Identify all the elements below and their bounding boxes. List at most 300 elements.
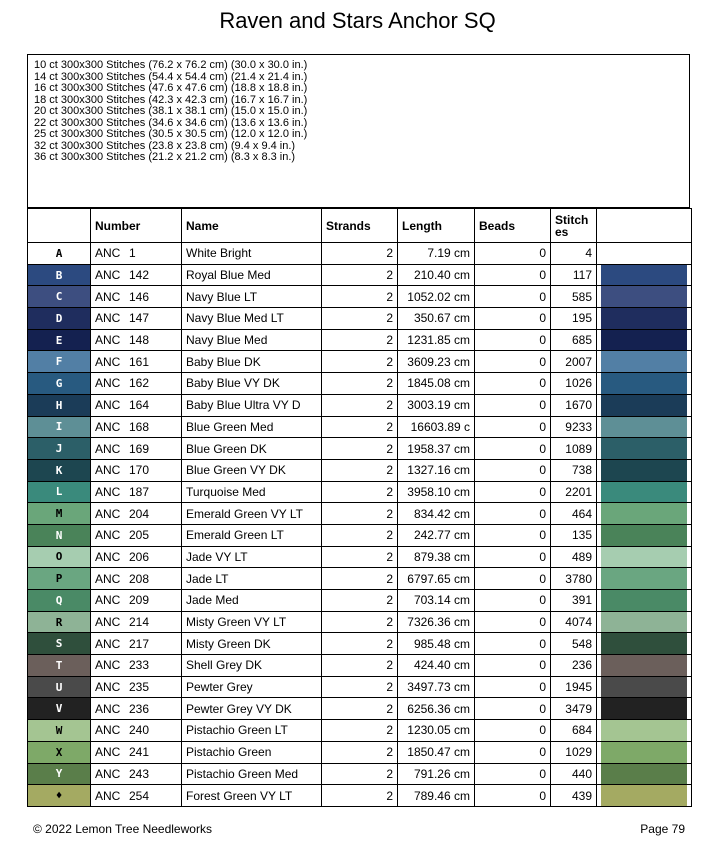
floss-number: 243	[129, 766, 150, 781]
name-cell: Baby Blue VY DK	[182, 373, 322, 395]
number-cell	[91, 459, 182, 481]
stitches-cell: 4	[551, 243, 597, 265]
floss-number: 146	[129, 289, 150, 304]
symbol-cell: Y	[28, 763, 91, 785]
stitches-cell: 1089	[551, 438, 597, 460]
number-cell	[91, 611, 182, 633]
color-swatch	[601, 525, 687, 546]
number-cell	[91, 373, 182, 395]
color-swatch	[601, 308, 687, 329]
number-cell	[91, 394, 182, 416]
number-cell	[91, 524, 182, 546]
stitches-cell: 2201	[551, 481, 597, 503]
name-cell: Emerald Green LT	[182, 524, 322, 546]
floss-number: 148	[129, 333, 150, 348]
brand-label: ANC	[95, 680, 121, 695]
strands-cell: 2	[322, 785, 398, 807]
strands-cell: 2	[322, 438, 398, 460]
length-cell: 791.26 cm	[398, 763, 475, 785]
stitches-cell: 1945	[551, 676, 597, 698]
name-cell: Navy Blue LT	[182, 286, 322, 308]
beads-cell: 0	[475, 633, 551, 655]
floss-number: 142	[129, 268, 150, 283]
brand-label: ANC	[95, 593, 121, 608]
swatch-cell	[597, 243, 692, 265]
strands-cell: 2	[322, 373, 398, 395]
brand-label: ANC	[95, 419, 121, 434]
number-cell	[91, 243, 182, 265]
color-swatch	[601, 720, 687, 741]
number-cell	[91, 655, 182, 677]
brand-label: ANC	[95, 549, 121, 564]
stitches-cell: 548	[551, 633, 597, 655]
swatch-cell	[597, 459, 692, 481]
name-cell: Royal Blue Med	[182, 264, 322, 286]
swatch-cell	[597, 351, 692, 373]
beads-cell: 0	[475, 459, 551, 481]
stitches-cell: 685	[551, 329, 597, 351]
name-cell: Jade VY LT	[182, 546, 322, 568]
name-cell: Pistachio Green Med	[182, 763, 322, 785]
fabric-size-line: 20 ct 300x300 Stitches (38.1 x 38.1 cm) (15.0 x 15.0 in.)	[34, 105, 308, 117]
floss-number: 170	[129, 463, 150, 478]
table-row	[28, 243, 692, 265]
length-cell: 3958.10 cm	[398, 481, 475, 503]
stitches-cell: 439	[551, 785, 597, 807]
brand-label: ANC	[95, 506, 121, 521]
stitches-cell: 9233	[551, 416, 597, 438]
swatch-cell	[597, 481, 692, 503]
length-cell: 350.67 cm	[398, 308, 475, 330]
strands-cell: 2	[322, 351, 398, 373]
beads-cell: 0	[475, 329, 551, 351]
number-cell	[91, 308, 182, 330]
floss-number: 214	[129, 615, 150, 630]
table-row	[28, 416, 692, 438]
swatch-cell	[597, 503, 692, 525]
color-swatch	[601, 590, 687, 611]
symbol-cell: A	[28, 243, 91, 265]
length-cell: 879.38 cm	[398, 546, 475, 568]
symbol-cell: O	[28, 546, 91, 568]
brand-label: ANC	[95, 311, 121, 326]
strands-cell: 2	[322, 655, 398, 677]
name-cell: Blue Green Med	[182, 416, 322, 438]
header-beads: Beads	[475, 209, 551, 243]
header-swatch	[597, 209, 692, 243]
strands-cell: 2	[322, 481, 398, 503]
length-cell: 1845.08 cm	[398, 373, 475, 395]
color-swatch	[601, 698, 687, 719]
swatch-cell	[597, 308, 692, 330]
table-row	[28, 590, 692, 612]
name-cell: Blue Green VY DK	[182, 459, 322, 481]
swatch-cell	[597, 568, 692, 590]
number-cell	[91, 264, 182, 286]
name-cell: Emerald Green VY LT	[182, 503, 322, 525]
color-swatch	[601, 265, 687, 286]
floss-number: 187	[129, 484, 150, 499]
color-swatch	[601, 677, 687, 698]
name-cell: White Bright	[182, 243, 322, 265]
beads-cell: 0	[475, 416, 551, 438]
table-row	[28, 633, 692, 655]
color-swatch	[601, 568, 687, 589]
length-cell: 1230.05 cm	[398, 720, 475, 742]
brand-label: ANC	[95, 723, 121, 738]
beads-cell: 0	[475, 785, 551, 807]
strands-cell: 2	[322, 394, 398, 416]
strands-cell: 2	[322, 329, 398, 351]
length-cell: 3609.23 cm	[398, 351, 475, 373]
stitches-cell: 4074	[551, 611, 597, 633]
floss-legend-table	[27, 208, 692, 807]
beads-cell: 0	[475, 264, 551, 286]
brand-label: ANC	[95, 484, 121, 499]
symbol-cell: T	[28, 655, 91, 677]
table-row	[28, 611, 692, 633]
page-title: Raven and Stars Anchor SQ	[219, 8, 496, 33]
fabric-size-line: 10 ct 300x300 Stitches (76.2 x 76.2 cm) (30.0 x 30.0 in.)	[34, 59, 308, 71]
strands-cell: 2	[322, 264, 398, 286]
stitches-cell: 1029	[551, 741, 597, 763]
symbol-cell: P	[28, 568, 91, 590]
fabric-sizes-box	[27, 54, 690, 208]
beads-cell: 0	[475, 698, 551, 720]
color-swatch	[601, 438, 687, 459]
strands-cell: 2	[322, 568, 398, 590]
color-swatch	[601, 351, 687, 372]
symbol-cell: J	[28, 438, 91, 460]
strands-cell: 2	[322, 243, 398, 265]
name-cell: Pewter Grey	[182, 676, 322, 698]
name-cell: Pistachio Green LT	[182, 720, 322, 742]
brand-label: ANC	[95, 788, 121, 803]
brand-label: ANC	[95, 333, 121, 348]
brand-label: ANC	[95, 376, 121, 391]
table-row	[28, 676, 692, 698]
brand-label: ANC	[95, 636, 121, 651]
symbol-cell: G	[28, 373, 91, 395]
stitches-cell: 489	[551, 546, 597, 568]
symbol-cell: ♦	[28, 785, 91, 807]
number-cell	[91, 741, 182, 763]
beads-cell: 0	[475, 481, 551, 503]
strands-cell: 2	[322, 286, 398, 308]
symbol-cell: Q	[28, 590, 91, 612]
name-cell: Misty Green DK	[182, 633, 322, 655]
color-swatch	[601, 482, 687, 503]
floss-number: 162	[129, 376, 150, 391]
beads-cell: 0	[475, 741, 551, 763]
swatch-cell	[597, 720, 692, 742]
length-cell: 424.40 cm	[398, 655, 475, 677]
name-cell: Jade LT	[182, 568, 322, 590]
table-row	[28, 698, 692, 720]
table-row	[28, 655, 692, 677]
floss-number: 209	[129, 593, 150, 608]
stitches-cell: 135	[551, 524, 597, 546]
symbol-cell: M	[28, 503, 91, 525]
swatch-cell	[597, 785, 692, 807]
strands-cell: 2	[322, 546, 398, 568]
beads-cell: 0	[475, 286, 551, 308]
name-cell: Pistachio Green	[182, 741, 322, 763]
table-row	[28, 524, 692, 546]
length-cell: 1327.16 cm	[398, 459, 475, 481]
table-row	[28, 438, 692, 460]
swatch-cell	[597, 264, 692, 286]
brand-label: ANC	[95, 528, 121, 543]
number-cell	[91, 503, 182, 525]
table-row	[28, 763, 692, 785]
floss-number: 233	[129, 658, 150, 673]
length-cell: 1850.47 cm	[398, 741, 475, 763]
length-cell: 6256.36 cm	[398, 698, 475, 720]
floss-number: 168	[129, 419, 150, 434]
floss-number: 241	[129, 745, 150, 760]
strands-cell: 2	[322, 308, 398, 330]
length-cell: 1958.37 cm	[398, 438, 475, 460]
fabric-size-line: 16 ct 300x300 Stitches (47.6 x 47.6 cm) (18.8 x 18.8 in.)	[34, 82, 308, 94]
name-cell: Navy Blue Med	[182, 329, 322, 351]
table-row	[28, 503, 692, 525]
strands-cell: 2	[322, 524, 398, 546]
table-row	[28, 394, 692, 416]
table-row	[28, 329, 692, 351]
floss-number: 206	[129, 549, 150, 564]
symbol-cell: V	[28, 698, 91, 720]
symbol-cell: B	[28, 264, 91, 286]
symbol-cell: R	[28, 611, 91, 633]
beads-cell: 0	[475, 243, 551, 265]
symbol-cell: X	[28, 741, 91, 763]
beads-cell: 0	[475, 655, 551, 677]
number-cell	[91, 438, 182, 460]
fabric-size-line: 18 ct 300x300 Stitches (42.3 x 42.3 cm) (16.7 x 16.7 in.)	[34, 93, 308, 106]
beads-cell: 0	[475, 394, 551, 416]
brand-label: ANC	[95, 289, 121, 304]
swatch-cell	[597, 590, 692, 612]
brand-label: ANC	[95, 701, 121, 716]
beads-cell: 0	[475, 720, 551, 742]
table-row	[28, 459, 692, 481]
color-swatch	[601, 785, 687, 806]
strands-cell: 2	[322, 676, 398, 698]
length-cell: 1052.02 cm	[398, 286, 475, 308]
symbol-cell: N	[28, 524, 91, 546]
brand-label: ANC	[95, 571, 121, 586]
color-swatch	[601, 655, 687, 676]
strands-cell: 2	[322, 416, 398, 438]
beads-cell: 0	[475, 308, 551, 330]
beads-cell: 0	[475, 763, 551, 785]
swatch-cell	[597, 438, 692, 460]
number-cell	[91, 785, 182, 807]
stitches-cell: 738	[551, 459, 597, 481]
table-row	[28, 546, 692, 568]
floss-number: 1	[129, 246, 136, 261]
swatch-cell	[597, 373, 692, 395]
color-swatch	[601, 286, 687, 307]
table-row	[28, 785, 692, 807]
beads-cell: 0	[475, 524, 551, 546]
strands-cell: 2	[322, 763, 398, 785]
brand-label: ANC	[95, 658, 121, 673]
table-row	[28, 286, 692, 308]
swatch-cell	[597, 676, 692, 698]
number-cell	[91, 633, 182, 655]
number-cell	[91, 590, 182, 612]
floss-number: 204	[129, 506, 150, 521]
stitches-cell: 391	[551, 590, 597, 612]
swatch-cell	[597, 546, 692, 568]
beads-cell: 0	[475, 373, 551, 395]
symbol-cell: E	[28, 329, 91, 351]
symbol-cell: C	[28, 286, 91, 308]
floss-number: 161	[129, 354, 150, 369]
table-row	[28, 264, 692, 286]
name-cell: Baby Blue Ultra VY D	[182, 394, 322, 416]
length-cell: 3003.19 cm	[398, 394, 475, 416]
swatch-cell	[597, 611, 692, 633]
name-cell: Turquoise Med	[182, 481, 322, 503]
stitches-cell: 440	[551, 763, 597, 785]
table-row	[28, 373, 692, 395]
symbol-cell: D	[28, 308, 91, 330]
color-swatch	[601, 612, 687, 633]
name-cell: Jade Med	[182, 590, 322, 612]
color-swatch	[601, 547, 687, 568]
header-length: Length	[398, 209, 475, 243]
number-cell	[91, 416, 182, 438]
number-cell	[91, 546, 182, 568]
symbol-cell: F	[28, 351, 91, 373]
fabric-size-line: 25 ct 300x300 Stitches (30.5 x 30.5 cm) (12.0 x 12.0 in.)	[34, 128, 308, 140]
number-cell	[91, 568, 182, 590]
name-cell: Navy Blue Med LT	[182, 308, 322, 330]
header-name: Name	[182, 209, 322, 243]
strands-cell: 2	[322, 590, 398, 612]
beads-cell: 0	[475, 546, 551, 568]
symbol-cell: S	[28, 633, 91, 655]
brand-label: ANC	[95, 268, 121, 283]
floss-number: 217	[129, 636, 150, 651]
floss-number: 235	[129, 680, 150, 695]
beads-cell: 0	[475, 351, 551, 373]
color-swatch	[601, 503, 687, 524]
header-strands: Strands	[322, 209, 398, 243]
color-swatch	[601, 330, 687, 351]
brand-label: ANC	[95, 463, 121, 478]
strands-cell: 2	[322, 633, 398, 655]
stitches-cell: 3780	[551, 568, 597, 590]
table-row	[28, 568, 692, 590]
brand-label: ANC	[95, 766, 121, 781]
brand-label: ANC	[95, 745, 121, 760]
name-cell: Forest Green VY LT	[182, 785, 322, 807]
stitches-cell: 2007	[551, 351, 597, 373]
strands-cell: 2	[322, 741, 398, 763]
number-cell	[91, 481, 182, 503]
stitches-cell: 464	[551, 503, 597, 525]
symbol-cell: U	[28, 676, 91, 698]
stitches-cell: 684	[551, 720, 597, 742]
strands-cell: 2	[322, 698, 398, 720]
floss-number: 240	[129, 723, 150, 738]
fabric-size-line: 36 ct 300x300 Stitches (21.2 x 21.2 cm) (8.3 x 8.3 in.)	[34, 151, 296, 163]
swatch-cell	[597, 329, 692, 351]
stitches-cell: 1026	[551, 373, 597, 395]
symbol-cell: W	[28, 720, 91, 742]
color-swatch	[601, 395, 687, 416]
table-row	[28, 720, 692, 742]
number-cell	[91, 763, 182, 785]
color-swatch	[601, 417, 687, 438]
length-cell: 7326.36 cm	[398, 611, 475, 633]
header-number: Number	[91, 209, 182, 243]
beads-cell: 0	[475, 438, 551, 460]
beads-cell: 0	[475, 676, 551, 698]
floss-number: 147	[129, 311, 150, 326]
beads-cell: 0	[475, 568, 551, 590]
symbol-cell: L	[28, 481, 91, 503]
length-cell: 3497.73 cm	[398, 676, 475, 698]
table-row	[28, 308, 692, 330]
strands-cell: 2	[322, 720, 398, 742]
number-cell	[91, 676, 182, 698]
floss-number: 254	[129, 788, 150, 803]
color-swatch	[601, 633, 687, 654]
copyright-text: © 2022 Lemon Tree Needleworks	[33, 822, 212, 836]
floss-number: 169	[129, 441, 150, 456]
swatch-cell	[597, 655, 692, 677]
name-cell: Blue Green DK	[182, 438, 322, 460]
length-cell: 1231.85 cm	[398, 329, 475, 351]
table-row	[28, 351, 692, 373]
swatch-cell	[597, 416, 692, 438]
symbol-cell: K	[28, 459, 91, 481]
stitches-cell: 585	[551, 286, 597, 308]
length-cell: 834.42 cm	[398, 503, 475, 525]
beads-cell: 0	[475, 611, 551, 633]
brand-label: ANC	[95, 441, 121, 456]
strands-cell: 2	[322, 503, 398, 525]
name-cell: Misty Green VY LT	[182, 611, 322, 633]
stitches-cell: 3479	[551, 698, 597, 720]
length-cell: 985.48 cm	[398, 633, 475, 655]
length-cell: 6797.65 cm	[398, 568, 475, 590]
header-stitches: Stitch es	[551, 209, 597, 243]
symbol-cell: H	[28, 394, 91, 416]
swatch-cell	[597, 763, 692, 785]
length-cell: 7.19 cm	[398, 243, 475, 265]
brand-label: ANC	[95, 354, 121, 369]
strands-cell: 2	[322, 459, 398, 481]
table-row	[28, 481, 692, 503]
floss-number: 164	[129, 398, 150, 413]
stitches-cell: 1670	[551, 394, 597, 416]
brand-label: ANC	[95, 615, 121, 630]
swatch-cell	[597, 286, 692, 308]
name-cell: Baby Blue DK	[182, 351, 322, 373]
length-cell: 242.77 cm	[398, 524, 475, 546]
floss-number: 236	[129, 701, 150, 716]
strands-cell: 2	[322, 611, 398, 633]
color-swatch	[601, 460, 687, 481]
number-cell	[91, 720, 182, 742]
table-header-row	[28, 209, 692, 243]
